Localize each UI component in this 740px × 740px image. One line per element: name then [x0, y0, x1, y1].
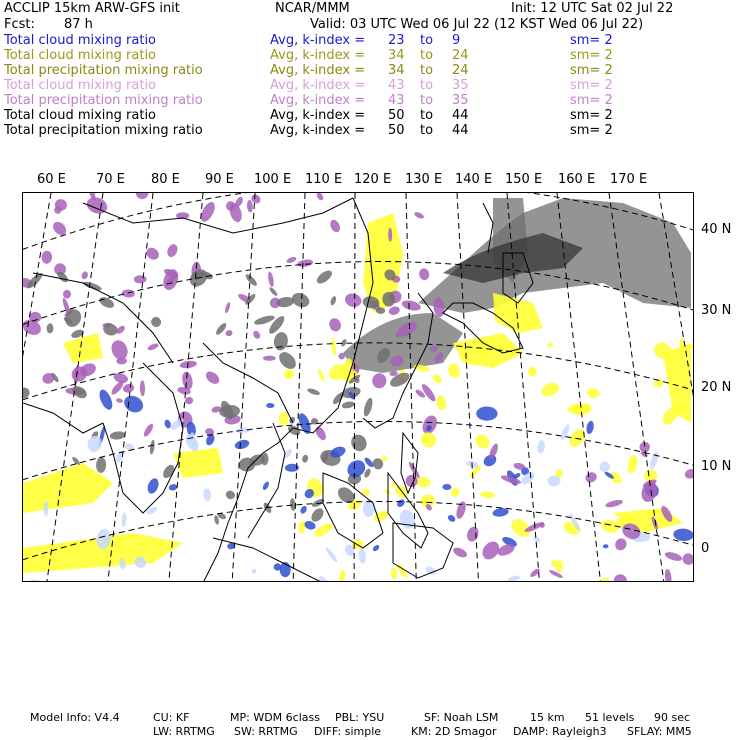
coastline [248, 423, 285, 538]
fcst-label: Fcst: [4, 17, 35, 32]
precip-purple [225, 330, 233, 337]
pbl-scheme: PBL: YSU [335, 711, 385, 724]
precip-purple [413, 211, 425, 220]
cloud-gray-blob [98, 295, 116, 310]
precip-purple [343, 292, 362, 309]
precip-yellow [63, 333, 103, 363]
cloud-gray-blob [150, 316, 163, 329]
valid-time: Valid: 03 UTC Wed 06 Jul 22 (12 KST Wed 06 Jul 22) [310, 17, 644, 32]
legend-sm: sm= 2 [570, 78, 613, 93]
meridian-line [232, 193, 255, 582]
legend-k2: 35 [452, 93, 469, 108]
legend-to: to [420, 78, 434, 93]
map-title: ACCLIP 15km ARW-GFS init [4, 1, 180, 16]
legend-k2: 44 [452, 123, 469, 138]
init-time: Init: 12 UTC Sat 02 Jul 22 [511, 1, 674, 16]
precip-yellow-blob [282, 367, 296, 381]
legend-sm: sm= 2 [570, 33, 613, 48]
precip-yellow-blob [546, 341, 554, 348]
precip-purple [224, 302, 231, 314]
precip-purple [122, 383, 135, 394]
latitude-label: 40 N [701, 222, 732, 237]
cloud-blue-blob [673, 528, 694, 542]
legend-to: to [420, 63, 434, 78]
precip-yellow-blob [372, 509, 390, 524]
cu-scheme: CU: KF [153, 711, 190, 724]
precip-purple [140, 380, 145, 396]
precip-yellow-blob [331, 337, 337, 356]
longitude-label: 110 E [305, 172, 343, 187]
precip-purple [121, 289, 135, 298]
cloud-blue-blob [447, 514, 457, 524]
precip-purple [328, 218, 342, 234]
cloud-blue-blob [476, 407, 497, 421]
cloud-lightblue-blob [121, 512, 126, 527]
precip-purple [401, 299, 422, 313]
cloud-lightblue-blob [559, 423, 571, 441]
precip-purple [613, 536, 629, 552]
precip-yellow-blob [447, 362, 462, 379]
precip-purple [452, 546, 469, 560]
precip-purple [465, 525, 480, 543]
precip-yellow-blob [653, 378, 665, 388]
mp-scheme: MP: WDM 6class [230, 711, 320, 724]
legend-name: Total cloud mixing ratio [4, 108, 157, 123]
cloud-blue-blob [585, 420, 594, 434]
precip-purple [184, 396, 194, 405]
legend-avg: Avg, k-index = [270, 123, 366, 138]
cloud-blue-blob [266, 403, 274, 408]
longitude-label: 80 E [151, 172, 180, 187]
longitude-label: 90 E [205, 172, 234, 187]
cloud-gray-blob [82, 280, 103, 292]
cloud-gray-blob [362, 397, 374, 417]
legend-name: Total precipitation mixing ratio [4, 63, 203, 78]
cloud-lightblue-blob [324, 546, 338, 563]
legend-to: to [420, 93, 434, 108]
lw-scheme: LW: RRTMG [153, 725, 215, 738]
precip-purple [297, 258, 314, 268]
cloud-gray-blob [273, 331, 290, 352]
precip-yellow-blob [279, 412, 289, 426]
precip-purple [681, 552, 694, 567]
precip-purple [267, 271, 275, 287]
cloud-blue-blob [146, 477, 161, 496]
legend-to: to [420, 33, 434, 48]
cloud-gray-blob [315, 268, 335, 286]
precip-purple [204, 369, 222, 386]
legend-name: Total precipitation mixing ratio [4, 93, 203, 108]
precip-purple [263, 356, 276, 361]
model-info: Model Info: V4.4 [30, 711, 120, 724]
latitude-label: 20 N [701, 380, 732, 395]
cloud-lightblue-blob [251, 568, 258, 575]
vertical-levels: 51 levels [585, 711, 635, 724]
damp-scheme: DAMP: Rayleigh3 [513, 725, 607, 738]
precip-purple [81, 271, 89, 280]
precip-yellow-blob [338, 569, 346, 582]
longitude-label: 160 E [558, 172, 596, 187]
diff-scheme: DIFF: simple [314, 725, 382, 738]
legend-k1: 50 [388, 108, 405, 123]
precip-purple [198, 200, 217, 224]
cloud-gray-blob [70, 384, 89, 401]
precip-purple [116, 398, 124, 404]
precip-yellow-blob [431, 373, 443, 385]
cloud-blue-blob [396, 498, 407, 509]
map-plot [23, 193, 694, 582]
legend-to: to [420, 48, 434, 63]
coastlines [23, 198, 533, 582]
legend-avg: Avg, k-index = [270, 33, 366, 48]
precip-purple [664, 550, 683, 562]
latitude-label: 0 [701, 541, 710, 556]
precip-yellow-blob [473, 432, 493, 452]
legend-k2: 35 [452, 78, 469, 93]
cloud-lightblue-blob [145, 505, 158, 516]
precip-yellow-blob [480, 491, 496, 499]
legend-sm: sm= 2 [570, 108, 613, 123]
precip-yellow-blob [317, 368, 326, 382]
precip-yellow-blob [626, 454, 638, 474]
legend-avg: Avg, k-index = [270, 108, 366, 123]
precip-purple [63, 290, 72, 299]
precip-purple [286, 256, 298, 265]
map-panel [22, 192, 694, 582]
cloud-gray-blob [348, 432, 369, 454]
precip-purple [109, 338, 131, 362]
precip-purple [612, 572, 629, 582]
precip-purple [315, 193, 324, 201]
cloud-gray-blob [301, 454, 309, 463]
precip-purple [41, 250, 52, 264]
precip-purple [664, 569, 672, 582]
cloud-gray-blob [244, 273, 258, 288]
legend-name: Total cloud mixing ratio [4, 33, 157, 48]
cloud-lightblue-blob [358, 548, 367, 564]
precip-purple [455, 500, 468, 520]
coastline [23, 403, 103, 433]
latitude-label: 10 N [701, 459, 732, 474]
precip-yellow-blob [312, 521, 334, 539]
precip-purple [327, 317, 342, 334]
latitude-label: 30 N [701, 303, 732, 318]
cloud-gray-blob [149, 440, 155, 455]
legend-k2: 9 [452, 33, 461, 48]
precip-purple [605, 499, 624, 509]
cloud-lightblue-blob [598, 460, 611, 473]
precip-purple [252, 330, 262, 341]
legend-k2: 44 [452, 108, 469, 123]
legend-to: to [420, 108, 434, 123]
cloud-blue-blob [168, 483, 178, 491]
precip-purple [161, 267, 181, 292]
center-name: NCAR/MMM [275, 1, 350, 16]
cloud-gray-blob [290, 290, 312, 310]
time-step: 90 sec [654, 711, 691, 724]
legend-k1: 34 [388, 63, 405, 78]
legend-avg: Avg, k-index = [270, 63, 366, 78]
cloud-lightblue-blob [203, 488, 212, 502]
cloud-gray-blob [96, 457, 107, 473]
sflay-scheme: SFLAY: MM5 [627, 725, 692, 738]
longitude-label: 130 E [405, 172, 443, 187]
cloud-gray-blob [307, 387, 321, 396]
precip-purple [584, 470, 599, 484]
precip-yellow-blob [527, 366, 538, 378]
legend-k1: 50 [388, 123, 405, 138]
cloud-blue-blob [299, 505, 308, 515]
cloud-gray-blob [224, 489, 236, 501]
legend-sm: sm= 2 [570, 63, 613, 78]
legend-k1: 23 [388, 33, 405, 48]
legend-sm: sm= 2 [570, 123, 613, 138]
precip-yellow-blob [418, 429, 439, 450]
cloud-gray-blob [341, 400, 355, 409]
cloud-blue-blob [372, 544, 381, 553]
precip-yellow-blob [435, 395, 447, 411]
km-scheme: KM: 2D Smagor [411, 725, 497, 738]
legend-name: Total precipitation mixing ratio [4, 123, 203, 138]
cloud-blue-blob [164, 419, 172, 429]
precip-purple [134, 193, 151, 202]
legend-avg: Avg, k-index = [270, 48, 366, 63]
legend-k1: 43 [388, 93, 405, 108]
cloud-lightblue-blob [649, 451, 660, 470]
longitude-label: 170 E [610, 172, 648, 187]
precip-purple [372, 373, 387, 389]
longitude-label: 100 E [254, 172, 292, 187]
legend-k2: 24 [452, 63, 469, 78]
precip-yellow-blob [390, 567, 397, 579]
legend-name: Total cloud mixing ratio [4, 48, 157, 63]
precip-purple [418, 267, 430, 281]
precip-fills [23, 193, 694, 582]
legend-avg: Avg, k-index = [270, 93, 366, 108]
sw-scheme: SW: RRTMG [234, 725, 298, 738]
cloud-lightblue-blob [29, 579, 43, 582]
precip-purple [147, 342, 160, 351]
fcst-value: 87 h [64, 17, 93, 32]
cloud-gray-blob [276, 349, 299, 372]
legend-k1: 43 [388, 78, 405, 93]
precip-yellow-blob [586, 387, 600, 399]
legend-avg: Avg, k-index = [270, 78, 366, 93]
cloud-lightblue-blob [537, 440, 546, 454]
precip-purple [247, 200, 254, 213]
precip-purple [142, 422, 155, 438]
legend-to: to [420, 123, 434, 138]
cloud-blue-blob [262, 481, 271, 491]
legend-sm: sm= 2 [570, 48, 613, 63]
cloud-gray-blob [330, 295, 338, 305]
precip-purple [314, 425, 328, 442]
cloud-gray-blob [309, 506, 326, 524]
precip-yellow-blob [599, 577, 610, 582]
precip-purple [388, 305, 401, 316]
precip-yellow-blob [298, 520, 306, 534]
longitude-label: 60 E [37, 172, 66, 187]
cloud-lightblue-blob [397, 508, 417, 531]
longitude-label: 70 E [96, 172, 125, 187]
cloud-blue-blob [442, 484, 452, 490]
legend-k1: 34 [388, 48, 405, 63]
precip-purple [110, 380, 126, 397]
precip-purple [639, 479, 660, 504]
sf-scheme: SF: Noah LSM [424, 711, 499, 724]
precip-yellow-blob [555, 559, 563, 572]
coastline [83, 198, 353, 233]
precip-purple [165, 243, 179, 259]
cloud-gray-blob [46, 323, 53, 333]
longitude-label: 140 E [455, 172, 493, 187]
longitude-label: 120 E [354, 172, 392, 187]
legend-sm: sm= 2 [570, 93, 613, 108]
meridian-line [354, 193, 355, 582]
cloud-gray-blob [268, 286, 278, 297]
cloud-lightblue-blob [507, 574, 520, 582]
cloud-lightblue-blob [183, 432, 201, 453]
cloud-blue-blob [603, 544, 609, 548]
precip-purple [134, 275, 147, 284]
legend-name: Total cloud mixing ratio [4, 78, 157, 93]
precip-yellow-blob [539, 380, 561, 399]
precip-purple [684, 468, 694, 481]
cloud-blue-blob [234, 438, 251, 450]
cloud-lightblue-blob [532, 536, 542, 544]
longitude-label: 150 E [505, 172, 543, 187]
legend-k2: 24 [452, 48, 469, 63]
resolution: 15 km [530, 711, 565, 724]
cloud-gray-blob [109, 431, 126, 441]
meridian-line [457, 193, 479, 582]
cloud-gray-blob [340, 338, 347, 347]
